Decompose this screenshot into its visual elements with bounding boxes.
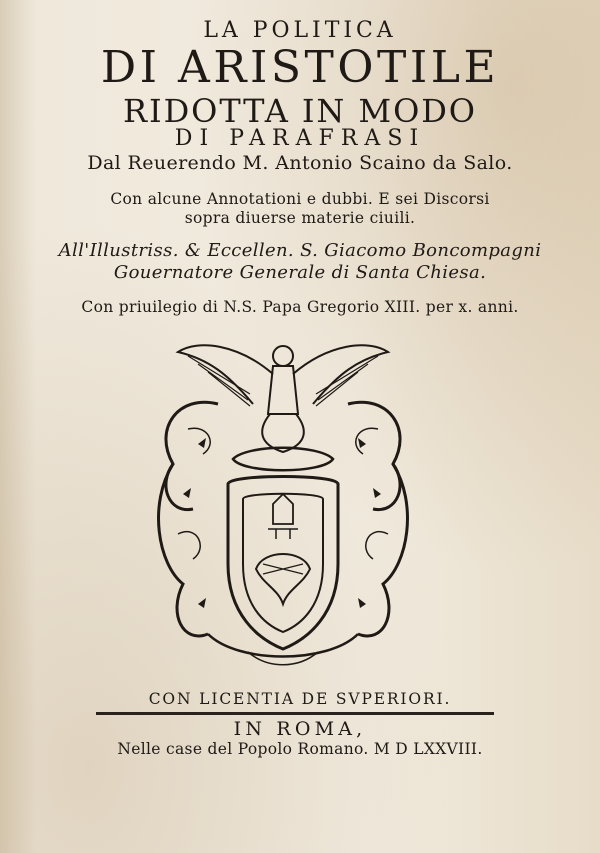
dedication-line: All'Illustriss. & Eccellen. S. Giacomo Boncompagni [58, 240, 542, 261]
coat-of-arms-icon [138, 334, 428, 674]
title-line-politica: LA POLITICA [203, 18, 397, 43]
annotations-line-2: sopra diuerse materie ciuili. [184, 209, 416, 227]
divider-rule [96, 712, 494, 715]
dedication-line-2: Gouernatore Generale di Santa Chiesa. [113, 262, 487, 283]
imprint-publisher-date: Nelle case del Popolo Romano. M D LXXVIII. [117, 740, 483, 758]
title-line-ridotta: RIDOTTA IN MODO [123, 92, 477, 130]
privilege-line: Con priuilegio di N.S. Papa Gregorio XIII. per x. anni. [81, 298, 519, 316]
license-line: CON LICENTIA DE SVPERIORI. [148, 690, 452, 708]
title-line-aristotile: DI ARISTOTILE [100, 42, 500, 93]
title-line-parafrasi: DI PARAFRASI [174, 126, 426, 151]
imprint-place: IN ROMA, [233, 718, 367, 740]
author-line: Dal Reuerendo M. Antonio Scaino da Salo. [87, 152, 513, 174]
annotations-line: Con alcune Annotationi e dubbi. E sei Discorsi [110, 190, 490, 208]
